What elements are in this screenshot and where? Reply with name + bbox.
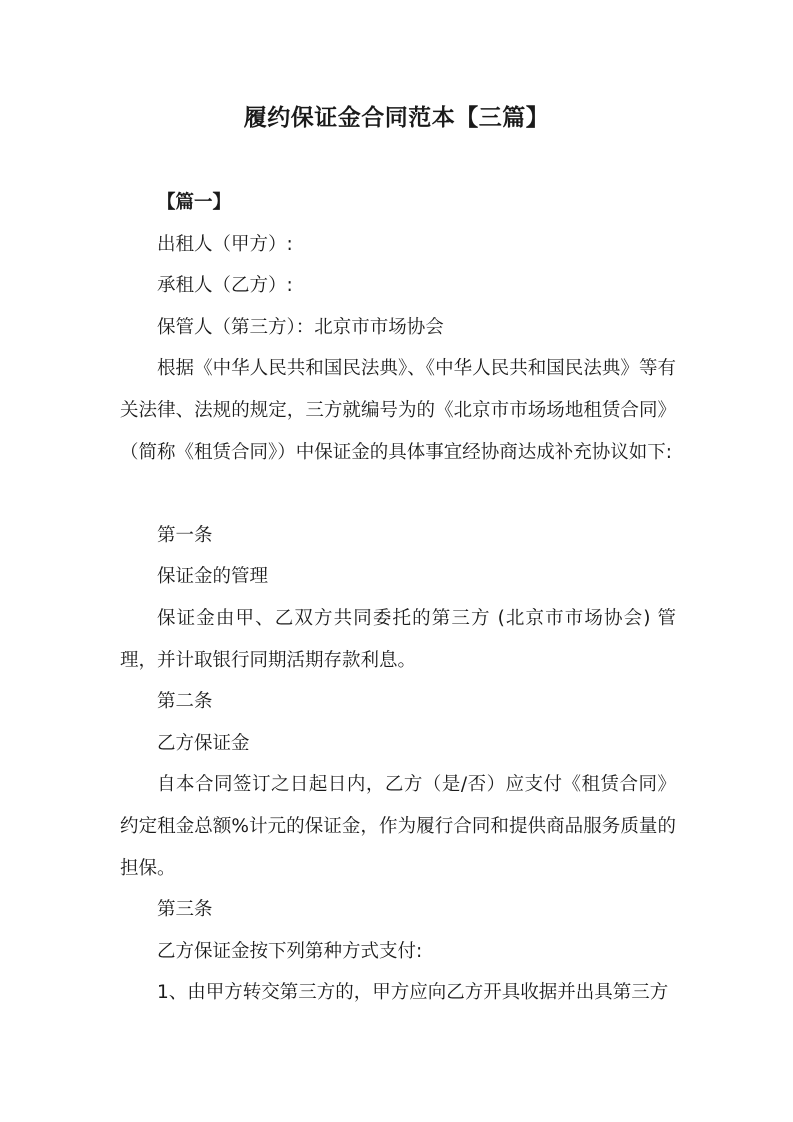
article-2-body: 自本合同签订之日起日内，乙方（是/否）应支付《租赁合同》约定租金总额%计元的保证金，作为履行合同和提供商品服务质量的担保。 [120, 774, 676, 879]
article-1-heading: 第一条 [157, 524, 213, 546]
article-3-heading: 第三条 [157, 899, 213, 921]
article-3-intro: 乙方保证金按下列第种方式支付: [157, 940, 423, 962]
blank-line [120, 473, 676, 515]
lessee-line: 承租人（乙方）: [157, 275, 293, 297]
article-2-title: 乙方保证金 [157, 732, 250, 754]
article-1-title: 保证金的管理 [157, 566, 269, 588]
lessor-line: 出租人（甲方）: [157, 233, 293, 255]
document-title: 履约保证金合同范本【三篇】 [243, 105, 550, 131]
article-1-body: 保证金由甲、乙双方共同委托的第三方 (北京市市场协会) 管理，并计取银行同期活期存款利息。 [120, 607, 676, 671]
article-2-heading: 第二条 [157, 691, 213, 713]
section-heading: 【篇一】 [157, 192, 232, 213]
article-3-item-1: 1、由甲方转交第三方的，甲方应向乙方开具收据并出具第三方 [157, 982, 669, 1004]
preamble-paragraph: 根据《中华人民共和国民法典》、《中华人民共和国民法典》等有关法律、法规的规定，三方就编号为的《北京市市场场地租赁合同》（简称《租赁合同》）中保证金的具体事宜经协商达成补充协议如下: [120, 358, 676, 463]
custodian-line: 保管人（第三方）：北京市市场协会 [157, 316, 444, 338]
document-body [120, 182, 676, 1014]
